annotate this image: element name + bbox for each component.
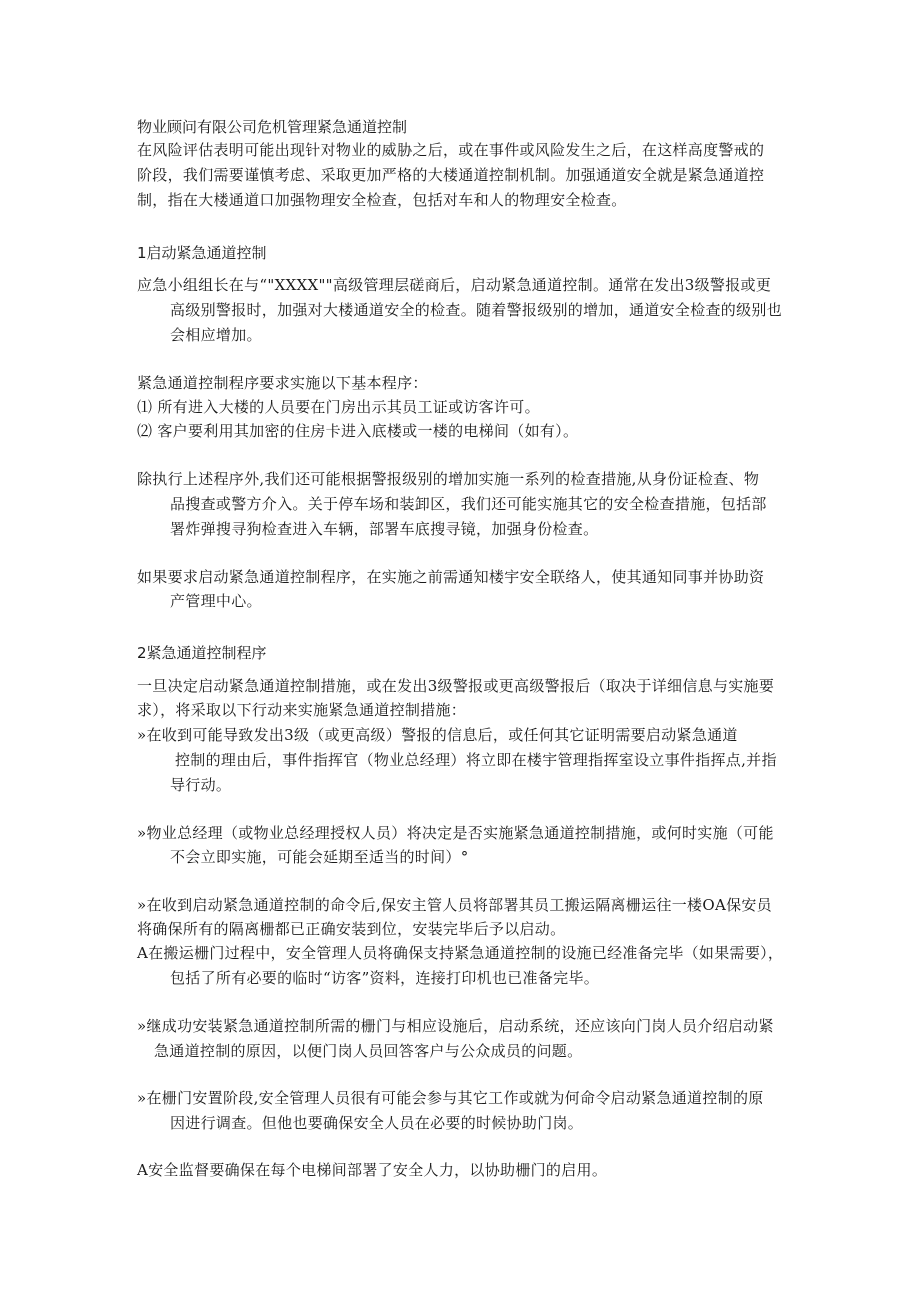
action-item-1: »在收到可能导致发出3级（或更高级）警报的信息后，或任何其它证明需要启动紧急通道: [137, 726, 738, 744]
section-heading-2: 2紧急通道控制程序: [137, 644, 267, 662]
action-item-4: »继成功安装紧急通道控制所需的栅门与相应设施后，启动系统，还应该向门岗人员介绍启动紧: [137, 1017, 774, 1035]
section1-paragraph4-line: 如果要求启动紧急通道控制程序，在实施之前需通知楼宇安全联络人，使其通知同事并协助资: [137, 568, 765, 586]
action-item-3: »在收到启动紧急通道控制的命令后,保安主管人员将部署其员工搬运隔离栅运往一楼OA保安员: [137, 896, 772, 914]
section-heading-1: 1启动紧急通道控制: [137, 244, 267, 262]
action-item-1-continued: 控制的理由后，事件指挥官（物业总经理）将立即在楼宇管理指挥室设立事件指挥点,并指: [175, 751, 777, 769]
action-subitem: A在搬运栅门过程中，安全管理人员将确保支持紧急通道控制的设施已经准备完毕（如果需要），: [137, 944, 784, 962]
section2-paragraph1-line: 一旦决定启动紧急通道控制措施，或在发出3级警报或更高级警报后（取决于详细信息与实施要: [137, 677, 775, 695]
document-title: 物业顾问有限公司危机管理紧急通道控制: [137, 118, 408, 136]
procedure-item-1: ⑴ 所有进入大楼的人员要在门房出示其员工证或访客许可。: [137, 398, 540, 416]
action-item-5-continued: 因进行调查。但他也要确保安全人员在必要的时候协助门岗。: [170, 1114, 584, 1132]
section2-paragraph1-line: 求），将采取以下行动来实施紧急通道控制措施：: [137, 701, 467, 719]
intro-line: 制，指在大楼通道口加强物理安全检查，包括对车和人的物理安全检查。: [137, 191, 627, 209]
action-item-2-continued: 不会立即实施，可能会延期至适当的时间）°: [170, 848, 469, 866]
section1-paragraph3-line: 品搜查或警方介入。关于停车场和装卸区，我们还可能实施其它的安全检查措施，包括部: [170, 495, 767, 513]
section1-paragraph1-line: 应急小组组长在与“"XXXX""高级管理层磋商后，启动紧急通道控制。通常在发出3级警报或更: [137, 276, 772, 294]
action-item-2: »物业总经理（或物业总经理授权人员）将决定是否实施紧急通道控制措施，或何时实施（可能: [137, 824, 774, 842]
action-subitem-continued: 包括了所有必要的临时“访客”资料，连接打印机也已准备完毕。: [170, 969, 600, 987]
section1-paragraph2-line: 紧急通道控制程序要求实施以下基本程序：: [137, 374, 428, 392]
section1-paragraph3-line: 署炸弹搜寻狗检查进入车辆，部署车底搜寻镜，加强身份检查。: [170, 520, 599, 538]
section1-paragraph4-line: 产管理中心。: [170, 592, 262, 610]
action-item-1-continued: 导行动。: [170, 776, 232, 794]
intro-line: 阶段，我们需要谨慎考虑、采取更加严格的大楼通道控制机制。加强通道安全就是紧急通道控: [137, 166, 765, 184]
intro-line: 在风险评估表明可能出现针对物业的威胁之后，或在事件或风险发生之后，在这样高度警戒的: [137, 141, 765, 159]
action-item-3-continued: 将确保所有的隔离栅都已正确安装到位，安装完毕后予以启动。: [137, 920, 566, 938]
action-item-6: A安全监督要确保在每个电梯间部署了安全人力，以协助栅门的启用。: [137, 1161, 608, 1179]
action-item-4-continued: 急通道控制的原因，以便门岗人员回答客户与公众成员的问题。: [154, 1042, 583, 1060]
section1-paragraph1-line: 会相应增加。: [170, 326, 262, 344]
section1-paragraph1-line: 高级别警报时，加强对大楼通道安全的检查。随着警报级别的增加，通道安全检查的级别也: [170, 301, 783, 319]
section1-paragraph3-line: 除执行上述程序外,我们还可能根据警报级别的增加实施一系列的检查措施,从身份证检查、物: [137, 470, 760, 488]
procedure-item-2: ⑵ 客户要利用其加密的住房卡进入底楼或一楼的电梯间（如有）。: [137, 422, 579, 440]
action-item-5: »在栅门安置阶段,安全管理人员很有可能会参与其它工作或就为何命令启动紧急通道控制的原: [137, 1089, 764, 1107]
